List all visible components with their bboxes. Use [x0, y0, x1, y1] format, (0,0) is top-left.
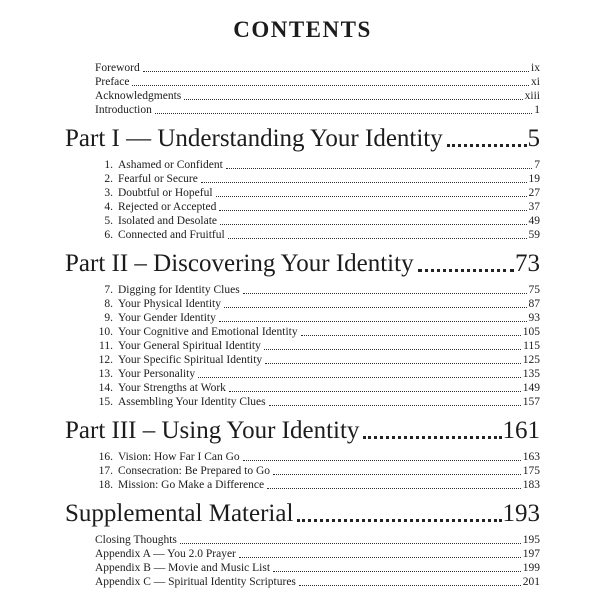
- dot-leader: [239, 557, 521, 558]
- toc-entry-label: Ashamed or Confident: [118, 159, 223, 171]
- toc-entry-page: 75: [528, 284, 540, 296]
- toc-entry: [95, 464, 540, 478]
- part-heading: [65, 249, 540, 279]
- part-heading: [65, 416, 540, 446]
- toc-entry-number: 17.: [98, 465, 113, 477]
- toc-entry-number: 2.: [104, 173, 113, 185]
- toc-entry-label: Closing Thoughts: [95, 534, 177, 546]
- dot-leader: [297, 519, 501, 522]
- toc-entry: [95, 103, 540, 117]
- toc-entry: [95, 395, 540, 409]
- toc-entry: [95, 450, 540, 464]
- toc-entry-label: Acknowledgments: [95, 90, 182, 102]
- toc-entry: [95, 283, 540, 297]
- toc-entry-label: Connected and Fruitful: [118, 229, 225, 241]
- toc-section: [65, 499, 540, 589]
- toc-entry: [95, 89, 540, 103]
- toc-entry-page: 163: [522, 451, 540, 463]
- toc-entry-page: 115: [523, 340, 540, 352]
- toc-entry-label: Your Specific Spiritual Identity: [118, 354, 263, 366]
- dot-leader: [155, 113, 532, 114]
- part-heading-page: 193: [502, 500, 540, 527]
- toc-entry-number: 15.: [98, 396, 113, 408]
- toc-entry-page: 1: [534, 104, 540, 116]
- dot-leader: [273, 571, 521, 572]
- toc-entry-number: 13.: [98, 368, 113, 380]
- chapter-list: [65, 283, 540, 409]
- toc-entry: [95, 561, 540, 575]
- toc-entry-page: 59: [528, 229, 540, 241]
- dot-leader: [216, 196, 527, 197]
- dot-leader: [269, 405, 521, 406]
- toc-entry-page: 183: [522, 479, 540, 491]
- toc-entry-label: Rejected or Accepted: [118, 201, 217, 213]
- dot-leader: [418, 269, 514, 272]
- toc-entry: [95, 297, 540, 311]
- toc-section: [65, 124, 540, 242]
- toc-entry-label: Your Strengths at Work: [118, 382, 226, 394]
- toc-entry-label: Appendix C — Spiritual Identity Scriptures: [95, 576, 296, 588]
- dot-leader: [299, 585, 521, 586]
- dot-leader: [243, 293, 527, 294]
- toc-entry-page: xi: [531, 76, 540, 88]
- dot-leader: [229, 391, 521, 392]
- toc-entry: [95, 214, 540, 228]
- front-matter-list: [65, 61, 540, 117]
- part-heading-page: 73: [515, 250, 540, 277]
- chapter-list: [65, 533, 540, 589]
- toc-entry-page: 125: [522, 354, 540, 366]
- toc-entry-number: 8.: [104, 298, 113, 310]
- toc-entry-page: 195: [522, 534, 540, 546]
- dot-leader: [201, 182, 527, 183]
- dot-leader: [226, 168, 532, 169]
- toc-section: [65, 249, 540, 409]
- dot-leader: [363, 436, 501, 439]
- toc-entry-page: 199: [522, 562, 540, 574]
- toc-entry-number: 11.: [99, 340, 113, 352]
- toc-entry: [95, 325, 540, 339]
- toc-entry-label: Assembling Your Identity Clues: [118, 396, 266, 408]
- toc-entry-page: 49: [528, 215, 540, 227]
- toc-entry: [95, 547, 540, 561]
- toc-entry-label: Preface: [95, 76, 130, 88]
- toc-entry-page: 93: [528, 312, 540, 324]
- toc-entry-label: Isolated and Desolate: [118, 215, 217, 227]
- toc-entry: [95, 367, 540, 381]
- dot-leader: [224, 307, 527, 308]
- toc-entry-label: Your Cognitive and Emotional Identity: [118, 326, 298, 338]
- toc-entry-page: xiii: [524, 90, 540, 102]
- dot-leader: [264, 349, 521, 350]
- dot-leader: [198, 377, 521, 378]
- toc-entry: [95, 339, 540, 353]
- toc-entry-page: ix: [531, 62, 540, 74]
- toc-entry-label: Your General Spiritual Identity: [118, 340, 261, 352]
- toc-entry: [95, 158, 540, 172]
- toc-entry-page: 7: [534, 159, 540, 171]
- toc-entry-number: 18.: [98, 479, 113, 491]
- dot-leader: [267, 488, 521, 489]
- toc-entry-number: 14.: [98, 382, 113, 394]
- toc-entry-page: 87: [528, 298, 540, 310]
- toc-entry-page: 201: [522, 576, 540, 588]
- toc-entry: [95, 228, 540, 242]
- toc-entry: [95, 311, 540, 325]
- toc-entry-label: Fearful or Secure: [118, 173, 198, 185]
- toc-entry-page: 19: [528, 173, 540, 185]
- dot-leader: [180, 543, 521, 544]
- part-heading-label: Part III – Using Your Identity: [65, 417, 360, 444]
- toc-entry: [95, 186, 540, 200]
- toc-entry-label: Appendix A — You 2.0 Prayer: [95, 548, 236, 560]
- toc-entry-page: 135: [522, 368, 540, 380]
- toc-entry-page: 157: [522, 396, 540, 408]
- chapter-list: [65, 158, 540, 242]
- dot-leader: [447, 144, 527, 147]
- toc-entry: [95, 575, 540, 589]
- toc-entry-label: Digging for Identity Clues: [118, 284, 240, 296]
- dot-leader: [219, 321, 527, 322]
- toc-entry-page: 27: [528, 187, 540, 199]
- toc-entry-number: 9.: [104, 312, 113, 324]
- toc-entry: [95, 75, 540, 89]
- toc-entry: [95, 533, 540, 547]
- dot-leader: [228, 238, 527, 239]
- toc-entry-label: Your Physical Identity: [118, 298, 221, 310]
- toc-entry-page: 149: [522, 382, 540, 394]
- toc-entry: [95, 172, 540, 186]
- toc-entry-label: Your Personality: [118, 368, 196, 380]
- dot-leader: [265, 363, 521, 364]
- dot-leader: [273, 474, 521, 475]
- dot-leader: [184, 99, 522, 100]
- toc-entry-page: 37: [528, 201, 540, 213]
- toc-entry-label: Your Gender Identity: [118, 312, 216, 324]
- toc-entry-number: 3.: [104, 187, 113, 199]
- part-heading: [65, 124, 540, 154]
- toc-entry: [95, 478, 540, 492]
- toc-entry-page: 197: [522, 548, 540, 560]
- toc-entry-number: 5.: [104, 215, 113, 227]
- toc-entry-number: 1.: [104, 159, 113, 171]
- toc-entry-label: Vision: How Far I Can Go: [118, 451, 240, 463]
- dot-leader: [132, 85, 529, 86]
- part-heading-page: 161: [502, 417, 540, 444]
- part-heading: [65, 499, 540, 529]
- toc-entry-number: 4.: [104, 201, 113, 213]
- dot-leader: [219, 210, 526, 211]
- part-heading-label: Part II – Discovering Your Identity: [65, 250, 414, 277]
- toc-entry-label: Foreword: [95, 62, 140, 74]
- part-heading-label: Part I — Understanding Your Identity: [65, 125, 443, 152]
- toc-entry-label: Consecration: Be Prepared to Go: [118, 465, 271, 477]
- toc-section: [65, 416, 540, 492]
- toc-entry: [95, 381, 540, 395]
- toc-entry-number: 7.: [104, 284, 113, 296]
- toc-entry-label: Mission: Go Make a Difference: [118, 479, 265, 491]
- toc-entry: [95, 61, 540, 75]
- toc-entry: [95, 353, 540, 367]
- toc-entry-label: Doubtful or Hopeful: [118, 187, 213, 199]
- toc-entry: [95, 200, 540, 214]
- page-title: CONTENTS: [233, 17, 372, 42]
- toc-entry-label: Appendix B — Movie and Music List: [95, 562, 271, 574]
- toc-entry-number: 12.: [98, 354, 113, 366]
- part-heading-label: Supplemental Material: [65, 500, 294, 527]
- dot-leader: [143, 71, 529, 72]
- toc-entry-page: 105: [522, 326, 540, 338]
- chapter-list: [65, 450, 540, 492]
- toc-entry-page: 175: [522, 465, 540, 477]
- dot-leader: [301, 335, 521, 336]
- toc-entry-number: 10.: [98, 326, 113, 338]
- toc-entry-number: 6.: [104, 229, 113, 241]
- dot-leader: [220, 224, 527, 225]
- part-heading-page: 5: [527, 125, 540, 152]
- toc-entry-label: Introduction: [95, 104, 152, 116]
- toc-entry-number: 16.: [98, 451, 113, 463]
- dot-leader: [243, 460, 521, 461]
- toc-sections: [65, 124, 540, 589]
